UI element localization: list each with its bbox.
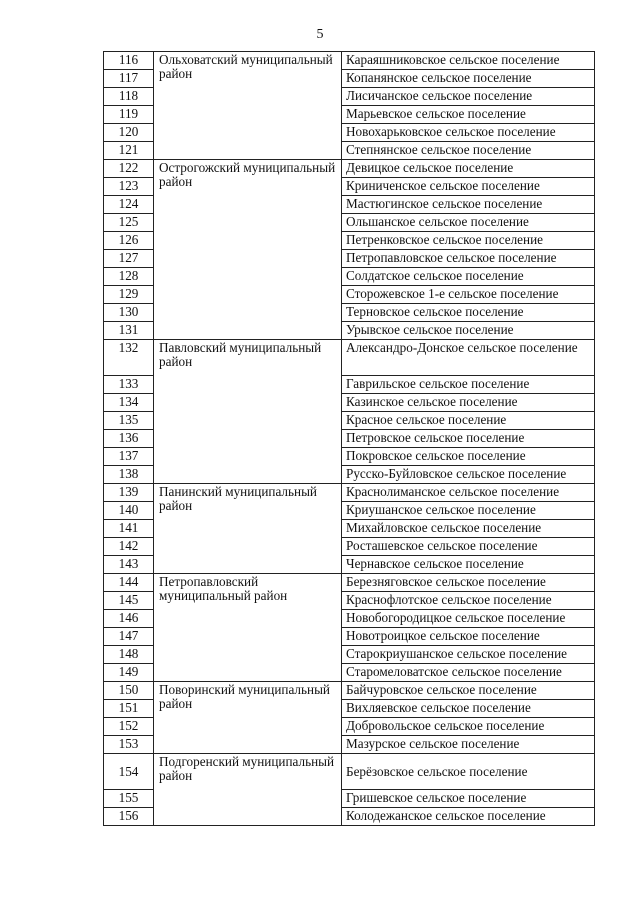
row-number: 121 (104, 142, 154, 160)
row-number: 135 (104, 412, 154, 430)
settlement-name: Марьевское сельское поселение (342, 106, 595, 124)
settlement-name: Петропавловское сельское поселение (342, 250, 595, 268)
district-name: Павловский муниципальный район (154, 340, 342, 484)
row-number: 122 (104, 160, 154, 178)
row-number: 131 (104, 322, 154, 340)
page-number: 5 (316, 27, 324, 42)
row-number: 136 (104, 430, 154, 448)
row-number: 153 (104, 736, 154, 754)
row-number: 144 (104, 574, 154, 592)
row-number: 117 (104, 70, 154, 88)
row-number: 148 (104, 646, 154, 664)
row-number: 143 (104, 556, 154, 574)
row-number: 145 (104, 592, 154, 610)
settlement-name: Байчуровское сельское поселение (342, 682, 595, 700)
row-number: 132 (104, 340, 154, 376)
settlement-name: Мазурское сельское поселение (342, 736, 595, 754)
table-body (104, 52, 595, 826)
settlement-name: Старокриушанское сельское поселение (342, 646, 595, 664)
row-number: 118 (104, 88, 154, 106)
row-number: 127 (104, 250, 154, 268)
settlement-name: Гришевское сельское поселение (342, 790, 595, 808)
row-number: 139 (104, 484, 154, 502)
row-number: 155 (104, 790, 154, 808)
settlements-table (103, 51, 595, 826)
row-number: 120 (104, 124, 154, 142)
row-number: 146 (104, 610, 154, 628)
settlement-name: Новохарьковское сельское поселение (342, 124, 595, 142)
settlement-name: Гаврильское сельское поселение (342, 376, 595, 394)
row-number: 149 (104, 664, 154, 682)
settlement-name: Криушанское сельское поселение (342, 502, 595, 520)
settlement-name: Александро-Донское сельское поселение (342, 340, 595, 376)
row-number: 137 (104, 448, 154, 466)
settlement-name: Казинское сельское поселение (342, 394, 595, 412)
settlement-name: Степнянское сельское поселение (342, 142, 595, 160)
settlement-name: Красное сельское поселение (342, 412, 595, 430)
settlement-name: Берёзовское сельское поселение (342, 754, 595, 790)
row-number: 129 (104, 286, 154, 304)
row-number: 133 (104, 376, 154, 394)
row-number: 134 (104, 394, 154, 412)
row-number: 128 (104, 268, 154, 286)
settlement-name: Краснофлотское сельское поселение (342, 592, 595, 610)
row-number: 141 (104, 520, 154, 538)
settlement-name: Солдатское сельское поселение (342, 268, 595, 286)
table-row (104, 574, 595, 592)
district-name: Острогожский муниципальный район (154, 160, 342, 340)
row-number: 126 (104, 232, 154, 250)
settlement-name: Копанянское сельское поселение (342, 70, 595, 88)
settlement-name: Русско-Буйловское сельское поселение (342, 466, 595, 484)
settlement-name: Чернавское сельское поселение (342, 556, 595, 574)
settlement-name: Покровское сельское поселение (342, 448, 595, 466)
table-row (104, 52, 595, 70)
settlement-name: Петровское сельское поселение (342, 430, 595, 448)
settlement-name: Добровольское сельское поселение (342, 718, 595, 736)
district-name: Петропавловский муниципальный район (154, 574, 342, 682)
table-row (104, 754, 595, 790)
row-number: 151 (104, 700, 154, 718)
row-number: 156 (104, 808, 154, 826)
district-name: Ольховатский муниципальный район (154, 52, 342, 160)
settlement-name: Росташевское сельское поселение (342, 538, 595, 556)
row-number: 140 (104, 502, 154, 520)
table-row (104, 340, 595, 376)
settlement-name: Терновское сельское поселение (342, 304, 595, 322)
table-row (104, 160, 595, 178)
table-row (104, 682, 595, 700)
settlement-name: Урывское сельское поселение (342, 322, 595, 340)
row-number: 138 (104, 466, 154, 484)
table-row (104, 484, 595, 502)
row-number: 130 (104, 304, 154, 322)
row-number: 147 (104, 628, 154, 646)
settlement-name: Березняговское сельское поселение (342, 574, 595, 592)
settlement-name: Михайловское сельское поселение (342, 520, 595, 538)
settlement-name: Новотроицкое сельское поселение (342, 628, 595, 646)
row-number: 124 (104, 196, 154, 214)
settlement-name: Вихляевское сельское поселение (342, 700, 595, 718)
row-number: 123 (104, 178, 154, 196)
settlement-name: Сторожевское 1-е сельское поселение (342, 286, 595, 304)
district-name: Подгоренский муниципальный район (154, 754, 342, 826)
settlement-name: Краснолиманское сельское поселение (342, 484, 595, 502)
row-number: 125 (104, 214, 154, 232)
row-number: 119 (104, 106, 154, 124)
settlement-name: Петренковское сельское поселение (342, 232, 595, 250)
row-number: 154 (104, 754, 154, 790)
row-number: 152 (104, 718, 154, 736)
settlement-name: Новобогородицкое сельское поселение (342, 610, 595, 628)
district-name: Панинский муниципальный район (154, 484, 342, 574)
settlement-name: Караяшниковское сельское поселение (342, 52, 595, 70)
settlement-name: Лисичанское сельское поселение (342, 88, 595, 106)
row-number: 142 (104, 538, 154, 556)
settlement-name: Мастюгинское сельское поселение (342, 196, 595, 214)
settlement-name: Колодежанское сельское поселение (342, 808, 595, 826)
row-number: 116 (104, 52, 154, 70)
settlement-name: Ольшанское сельское поселение (342, 214, 595, 232)
row-number: 150 (104, 682, 154, 700)
settlement-name: Старомеловатское сельское поселение (342, 664, 595, 682)
settlement-name: Девицкое сельское поселение (342, 160, 595, 178)
settlement-name: Криниченское сельское поселение (342, 178, 595, 196)
district-name: Поворинский муниципальный район (154, 682, 342, 754)
